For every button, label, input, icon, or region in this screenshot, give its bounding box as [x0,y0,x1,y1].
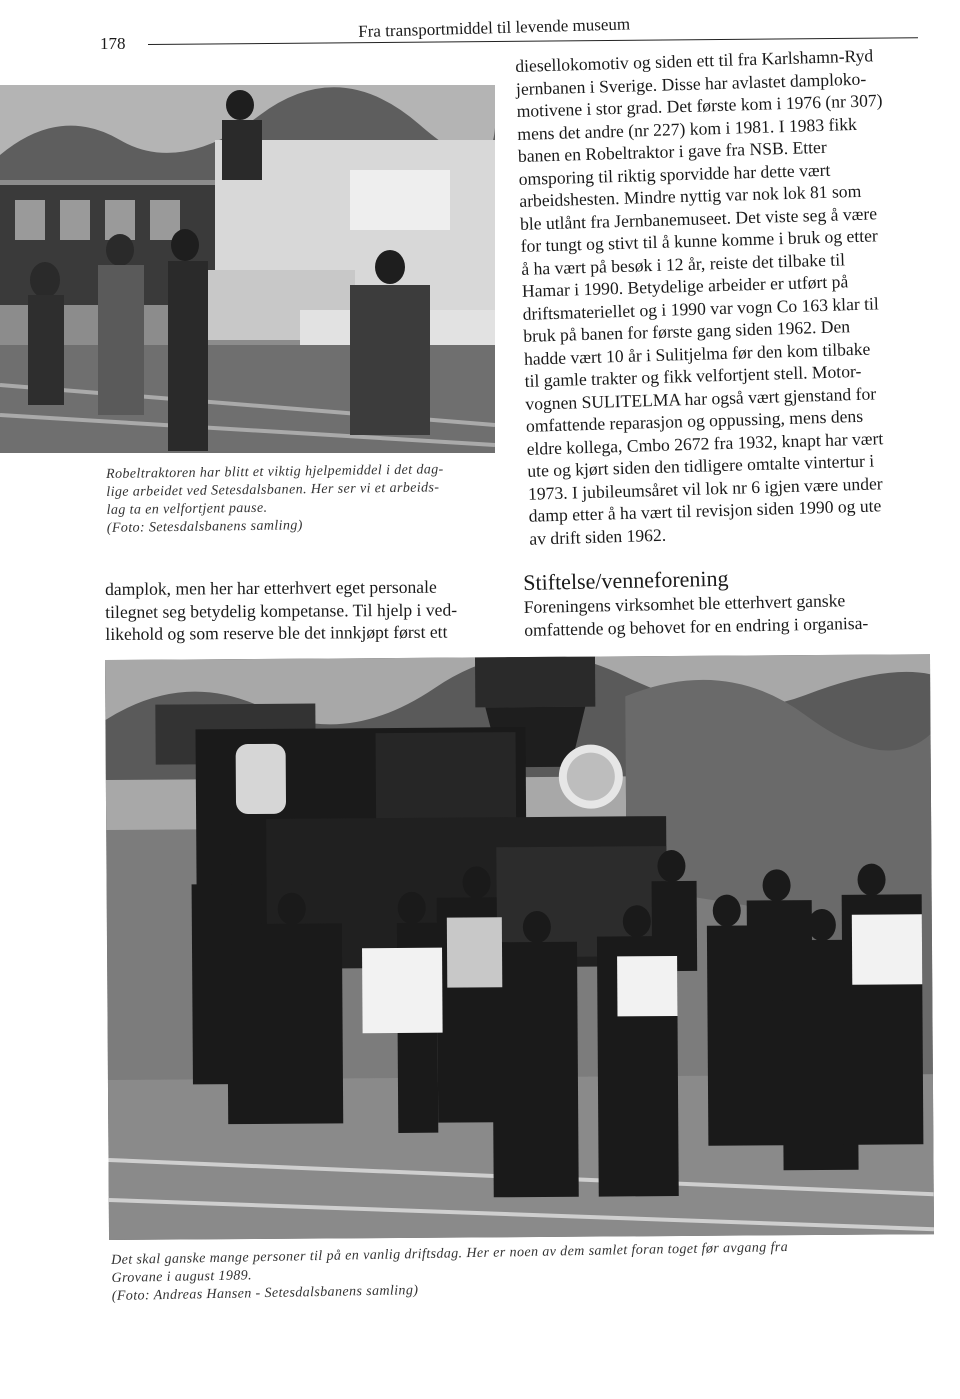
text-line: diesellokomotiv og siden ett til fra Karlshamn-Ryd [515,45,874,76]
text-line: ble utlånt fra Jernbanemuseet. Det viste seg å være [519,202,878,234]
text-line: ute og kjørt siden den tidligere omtalte vintertur i [527,450,875,481]
bottom-photo-caption [111,1236,932,1306]
railway-workers-photo [0,85,495,453]
section-block [523,562,929,641]
text-line: driftsmateriellet og i 1990 var vogn Co 163 klar til [522,292,880,324]
caption-credit: (Foto: Setesdalsbanens samling) [106,518,303,536]
left-column-text [105,575,505,645]
text-line: Hamar i 1990. Betydelige arbeider er utført på [521,271,849,301]
caption-credit: (Foto: Andreas Hansen - Setesdalsbanens samling) [111,1283,419,1304]
page-number: 178 [100,34,126,53]
top-photo-caption [106,460,507,538]
text-line: damplok, men her har etterhvert eget personale [105,576,437,599]
text-line: bruk på banen for første gang siden 1962. Den [523,316,851,346]
steam-locomotive-crew-photo-image [105,654,934,1240]
text-line: omfattende og behovet for en endring i organisa- [524,612,869,640]
caption-line: Grovane i august 1989. [111,1268,253,1286]
text-line: hadde vært 10 år i Sulitjelma før den kom tilbake [523,338,871,369]
text-line: damp etter å ha vært til revisjon siden 1990 og ute [528,495,882,526]
text-line: Foreningens virksomhet ble etterhvert ganske [523,590,846,617]
caption-line: Det skal ganske mange personer til på en vanlig driftsdag. Her er noen av dem samlet foran toget før avgang fra [111,1240,789,1268]
text-line: omsporing til riktig sporvidde har dette vært [518,159,831,189]
running-title: Fra transportmiddel til levende museum [358,14,631,41]
steam-locomotive-crew-photo [105,654,934,1240]
text-line: omfattende reparasjon og oppussing, mens dens [525,405,864,436]
header-rule [148,37,918,45]
text-line: å ha vært på besøk i 12 år, reiste det tilbake til [521,248,846,279]
text-line: motivene i stor grad. Det første kom i 1976 (nr 307) [516,90,883,121]
text-line: for tungt og stivt til å kunne komme i bruk og etter [520,225,879,256]
text-line: til gamle trakter og fikk velfortjent stell. Motor- [524,360,862,391]
text-line: eldre kollega, Cmbo 2672 fra 1932, knapt har vært [526,427,884,459]
caption-line: lag ta en velfortjent pause. [106,500,268,518]
text-line: vognen SULITELMA har også vært gjenstand for [525,382,877,414]
caption-line: Robeltraktoren har blitt et viktig hjelpemiddel i det dag- [106,462,444,482]
caption-line: lige arbeidet ved Setesdalsbanen. Her ser vi et arbeids- [106,480,440,500]
section-heading: Stiftelse/venneforening [523,565,729,595]
railway-workers-photo-image [0,85,495,453]
text-line: 1973. I jubileumsåret vil lok nr 6 igjen være under [527,472,883,504]
text-line: tilegnet seg betydelig kompetanse. Til hjelp i ved- [105,599,458,622]
text-line: mens det andre (nr 227) kom i 1981. I 1983 fikk [517,113,858,144]
text-line: likehold og som reserve ble det innkjøpt først ett [105,621,448,644]
text-line: av drift siden 1962. [529,524,667,549]
right-column-text [515,43,945,550]
text-line: jernbanen i Sverige. Disse har avlastet damploko- [515,68,867,99]
text-line: arbeidshesten. Mindre nyttig var nok lok 81 som [519,180,862,211]
text-line: banen en Robeltraktor i gave fra NSB. Etter [517,136,827,166]
